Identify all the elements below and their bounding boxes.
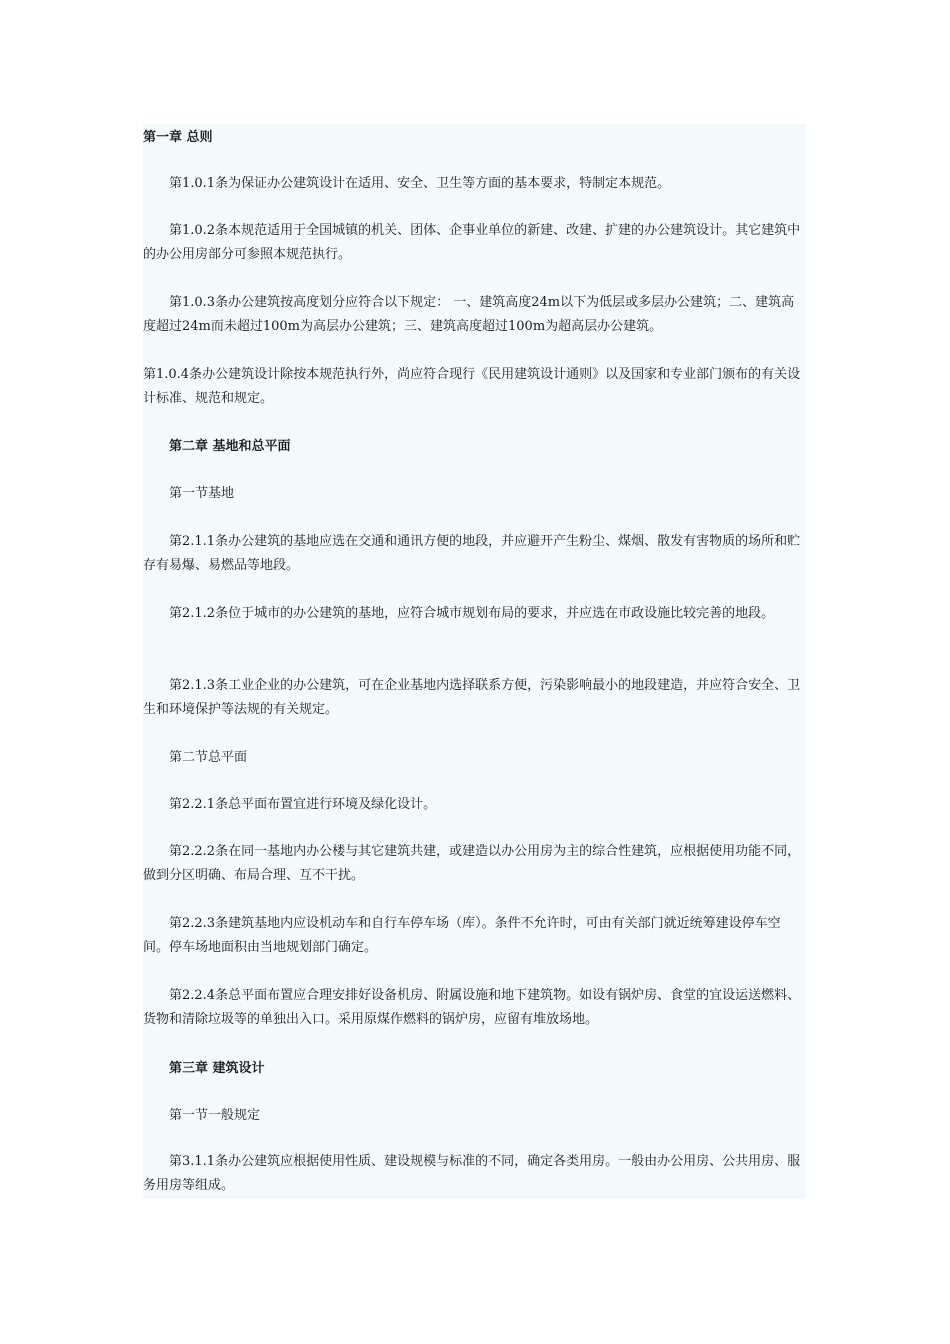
section-2-2-heading: 第二节总平面 <box>169 750 248 765</box>
article-1-0-4: 第1.0.4条办公建筑设计除按本规范执行外，尚应符合现行《民用建筑设计通则》以及国家和专业部门颁布的有关设计标准、规范和规定。 <box>143 367 801 406</box>
chapter-1-heading: 第一章 总则 <box>143 130 213 145</box>
chapter-3-heading: 第三章 建筑设计 <box>169 1061 265 1076</box>
article-2-2-3: 第2.2.3条建筑基地内应设机动车和自行车停车场（库）。条件不允许时，可由有关部门就近统筹建设停车空间。停车场地面积由当地规划部门确定。 <box>143 916 781 955</box>
section-2-1-heading: 第一节基地 <box>169 486 235 501</box>
article-2-1-1: 第2.1.1条办公建筑的基地应选在交通和通讯方便的地段，并应避开产生粉尘、煤烟、散发有害物质的场所和贮存有易爆、易燃品等地段。 <box>143 534 801 573</box>
article-2-1-3: 第2.1.3条工业企业的办公建筑，可在企业基地内选择联系方便，污染影响最小的地段建造，并应符合安全、卫生和环境保护等法规的有关规定。 <box>143 678 801 717</box>
article-1-0-2: 第1.0.2条本规范适用于全国城镇的机关、团体、企事业单位的新建、改建、扩建的办公建筑设计。其它建筑中的办公用房部分可参照本规范执行。 <box>143 223 801 262</box>
chapter-2-heading: 第二章 基地和总平面 <box>169 439 291 454</box>
article-3-1-1: 第3.1.1条办公建筑应根据使用性质、建设规模与标准的不同，确定各类用房。一般由办公用房、公共用房、服务用房等组成。 <box>143 1154 801 1193</box>
document-body <box>143 124 806 1199</box>
article-2-2-4: 第2.2.4条总平面布置应合理安排好设备机房、附属设施和地下建筑物。如设有锅炉房、食堂的宜设运送燃料、货物和清除垃圾等的单独出入口。采用原煤作燃料的锅炉房，应留有堆放场地。 <box>143 988 801 1027</box>
article-1-0-1: 第1.0.1条为保证办公建筑设计在适用、安全、卫生等方面的基本要求，特制定本规范。 <box>169 176 671 191</box>
article-1-0-3: 第1.0.3条办公建筑按高度划分应符合以下规定： 一、建筑高度24m以下为低层或多层办公建筑；二、建筑高度超过24m而未超过100m为高层办公建筑；三、建筑高度超过100m为超高层办公建筑。 <box>143 295 795 334</box>
section-3-1-heading: 第一节一般规定 <box>169 1108 261 1123</box>
article-2-1-2: 第2.1.2条位于城市的办公建筑的基地，应符合城市规划布局的要求，并应选在市政设施比较完善的地段。 <box>169 606 775 621</box>
article-2-2-2: 第2.2.2条在同一基地内办公楼与其它建筑共建，或建造以办公用房为主的综合性建筑，应根据使用功能不同，做到分区明确、布局合理、互不干扰。 <box>143 844 801 883</box>
article-2-2-1: 第2.2.1条总平面布置宜进行环境及绿化设计。 <box>169 797 437 812</box>
